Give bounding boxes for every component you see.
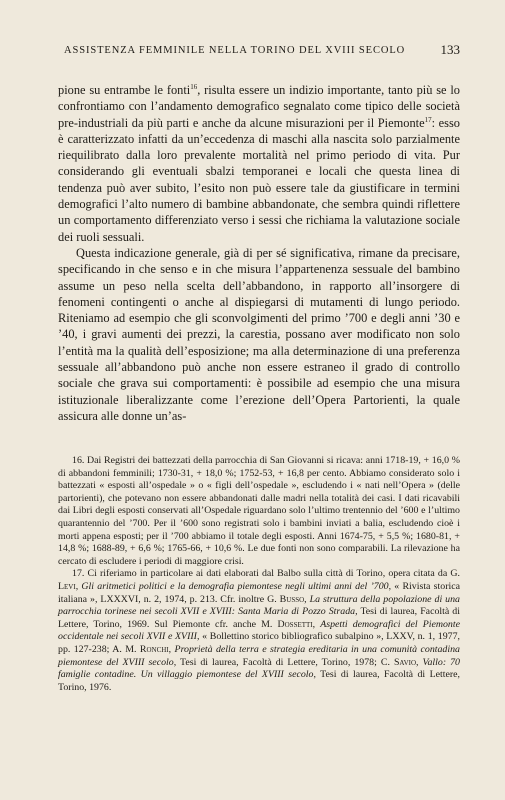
- paragraph-1-middle: , risulta essere un indizio importante, tanto più se lo confrontiamo con l’andamento demografico segnalato come tipico delle società pre-industriali da più parti e anche da alcune misurazioni per il Piemonte: [58, 83, 460, 130]
- running-header: [58, 40, 460, 60]
- paragraph-1: [58, 82, 460, 245]
- main-text: [58, 82, 460, 424]
- footnote-ref-16: 16: [190, 83, 198, 91]
- author-savio: Savio: [393, 656, 417, 668]
- title-busso: La struttura della popolazione di una parrocchia torinese nei secoli XVII e XVIII: Santa Maria di Pozzo Strada: [58, 593, 460, 618]
- paragraph-1-start: pione su entrambe le fonti: [58, 83, 191, 97]
- footnote-17-text: ,: [304, 593, 310, 605]
- footnote-16: 16. Dai Registri dei battezzati della parrocchia di San Giovanni si ricava: anni 1718-19, + 16,0 % di abbandoni femminili; 1730-31, + 18,0 %; 1752-53, + 16,8 per cento. Abbiamo considerato solo i battezzati « esposti all’ospedale » o « figli dell’ospedale », escludendo i « nati nell’Opera » (delle partorienti), che potevano non essere abbandonati dalle madri nella totalità dei casi. I dati ricavabili dai Libri degli esposti conservati all’Ospedale riguardano solo l’ultimo trentennio del ’600 e l’ultimo quarantennio del ’700. Per il ’600 sono registrati solo i bambini inviati a balia, escludendo cioè i morti appena esposti; per il ’700 abbiamo il totale degli esposti. Anni 1674-75, + 5,5 %; 1680-81, + 14,8 %; 1688-89, + 6,6 %; 1765-66, + 10,6 %. Le due fonti non sono comparabili. La rilevazione ha cercato di escludere i periodi di maggiore crisi.: [58, 455, 460, 567]
- title-dossetti: Aspetti demografici del Piemonte occidentale nei secoli XVII e XVIII: [58, 618, 460, 643]
- footnote-17-text: , Tesi di laurea, Facoltà di Lettere, Torino, 1976.: [58, 669, 460, 693]
- paragraph-1-end: : esso è caratterizzato infatti da un’eccedenza di maschi alla nascita solo parzialmente riequilibrato dalla loro prevalente mortalità nel primo periodo di vita. Pur considerando gli eventuali sbalzi temporanei e locali che questa linea di tendenza può aver subito, l’esito non può essere tale da giustificare in termini demografici l’alto numero di bambine abbandonate, che sembra quindi riflettere un comportamento differenziato verso i sessi che richiama la valutazione sociale dei ruoli sessuali.: [58, 115, 460, 244]
- footnote-17-text: ,: [416, 656, 423, 668]
- title-savio: Vallo: 70 famiglie contadine. Un villaggio piemontese del XVIII secolo: [58, 656, 460, 681]
- author-ronchi: Ronchi: [139, 643, 169, 655]
- footnote-17-text: ,: [312, 618, 321, 630]
- title-levi: Gli aritmetici politici e la demografia piemontese negli ultimi anni del ’700: [81, 580, 389, 592]
- footnote-17-text: , « Bollettino storico bibliografico subalpino », LXXV, n. 1, 1977, pp. 127-238; A. M.: [58, 631, 460, 655]
- footnote-17-text: , « Rivista storica italiana », LXXXVI, n. 2, 1974, p. 213. Cfr. inoltre G.: [58, 580, 461, 605]
- title-ronchi: Proprietà della terra e strategia ereditaria in una comunità contadina piemontese del XVIII secolo: [58, 643, 460, 668]
- footnote-ref-17: 17: [424, 115, 432, 124]
- running-title: ASSISTENZA FEMMINILE NELLA TORINO DEL XVIII SECOLO: [64, 45, 406, 56]
- footnote-17: [58, 568, 460, 694]
- footnotes: [58, 455, 460, 694]
- author-dossetti: Dossetti: [277, 618, 313, 630]
- footnote-17-text: ,: [75, 580, 82, 592]
- footnote-17-text: , Tesi di laurea, Facoltà di Lettere, Torino, 1969. Sul Piemonte cfr. anche M.: [58, 606, 460, 630]
- page-number: 133: [440, 42, 460, 57]
- footnote-17-text: ,: [168, 643, 175, 655]
- author-levi: Levi: [58, 580, 76, 592]
- footnote-17-text: 17. Ci riferiamo in particolare ai dati elaborati dal Balbo sulla città di Torino, opera citata da G.: [72, 568, 460, 580]
- footnote-17-text: , Tesi di laurea, Facoltà di Lettere, Torino, 1978; C.: [173, 656, 394, 668]
- paragraph-2: Questa indicazione generale, già di per sé significativa, rimane da precisare, specificando in che senso e in che misura l’appartenenza sessuale del bambino assume un peso nella scelta dell’abbandono, in rapporto all’insorgere di fenomeni contingenti o anche al dispiegarsi di mutamenti di lungo periodo. Riteniamo ad esempio che gli sconvolgimenti del primo ’700 e degli anni ’30 e ’40, i gravi aumenti dei prezzi, la carestia, possano aver modificato non solo l’entità ma la qualità dell’esposizione; ma alla determinazione di una preferenza sessuale all’abbandono può anche non essere estraneo il grado di controllo sociale che grava sui comportamenti: è possibile ad esempio che una misura istituzionale liberalizzante come l’erezione dell’Opera Partorienti, la quale assicura alle donne un’as-: [58, 245, 460, 423]
- author-busso: Busso: [279, 593, 305, 605]
